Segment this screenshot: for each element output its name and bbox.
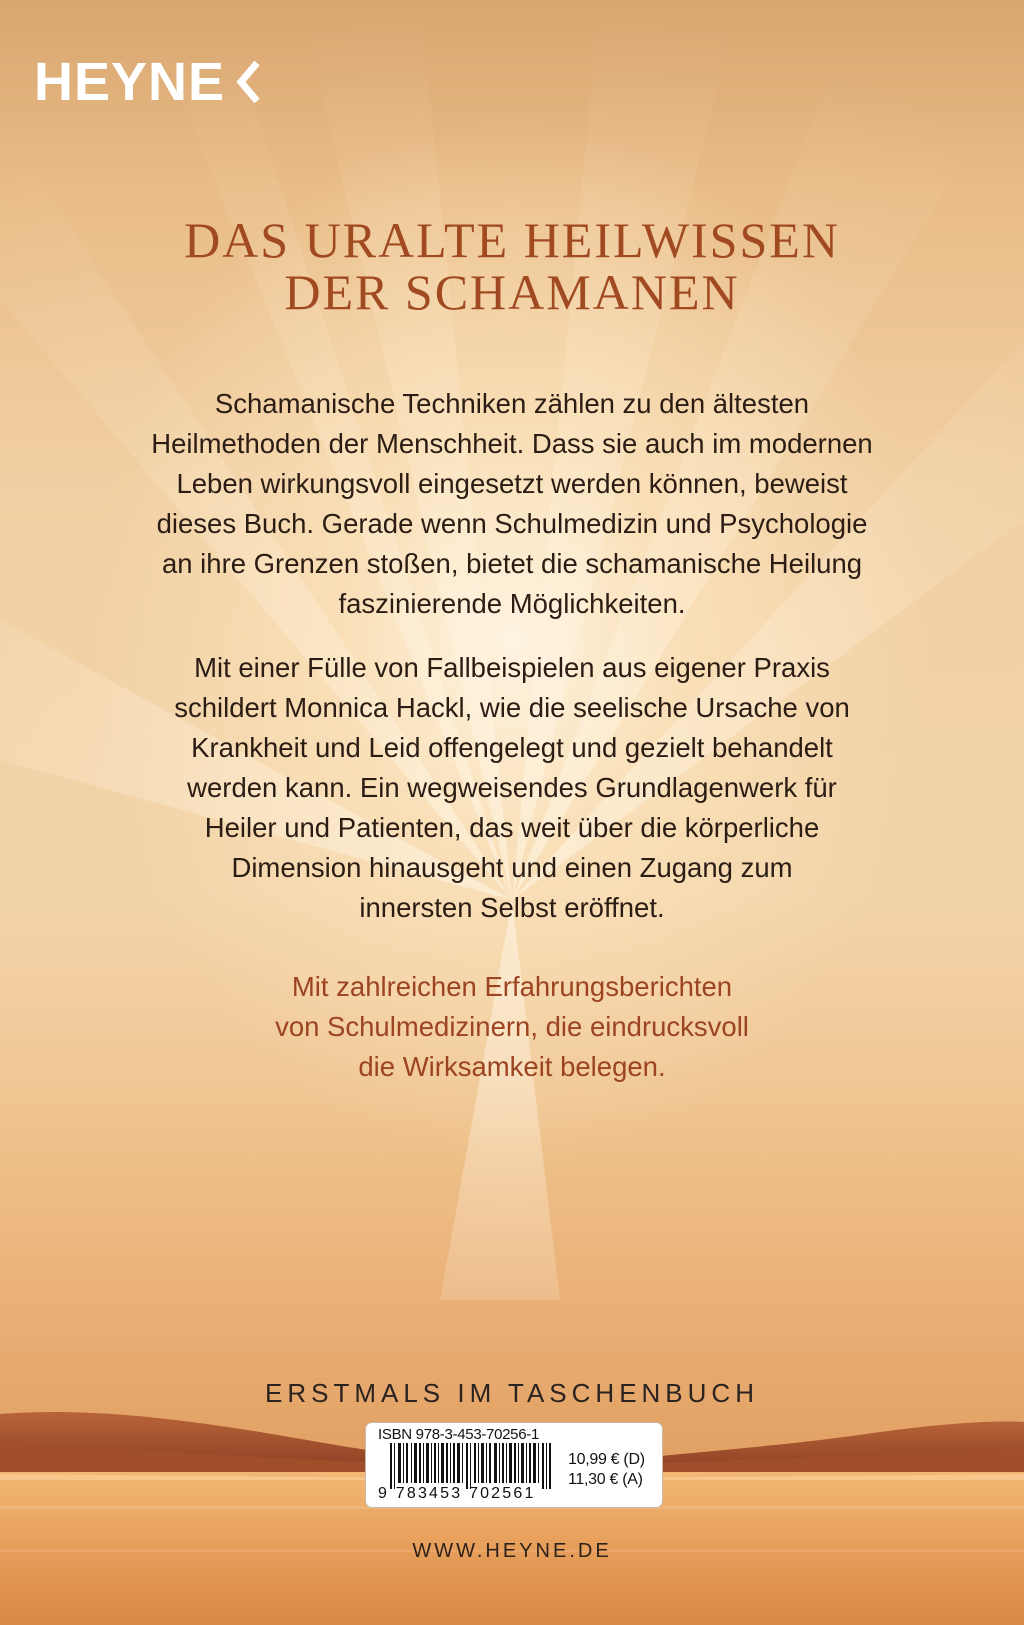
price-austria: 11,30 € (A) <box>568 1471 643 1488</box>
publisher-website: WWW.HEYNE.DE <box>412 1540 612 1562</box>
description-paragraph-2 <box>90 648 934 928</box>
headline <box>0 214 1024 318</box>
paragraph-line: Heiler und Patienten, das weit über die körperliche <box>204 812 820 843</box>
tagline: ERSTMALS IM TASCHENBUCH <box>265 1378 759 1408</box>
paragraph-line: dieses Buch. Gerade wenn Schulmedizin und Psychologie <box>156 508 868 539</box>
barcode-label <box>365 1422 663 1508</box>
paragraph-line: Schamanische Techniken zählen zu den ältesten <box>214 388 810 419</box>
paragraph-line: Dimension hinausgeht und einen Zugang zum <box>231 852 793 883</box>
publisher-logo <box>34 54 263 110</box>
paragraph-line: faszinierende Möglichkeiten. <box>338 588 686 619</box>
highlight-paragraph <box>90 967 934 1087</box>
highlight-line: die Wirksamkeit belegen. <box>358 1051 666 1082</box>
paragraph-line: werden kann. Ein wegweisendes Grundlagenwerk für <box>187 772 837 803</box>
headline-line-1: DAS URALTE HEILWISSEN <box>184 212 840 268</box>
chevron-left-icon <box>233 59 263 105</box>
paragraph-line: innersten Selbst eröffnet. <box>359 892 665 923</box>
paragraph-line: Leben wirkungsvoll eingesetzt werden können, beweist <box>176 468 848 499</box>
paragraph-line: an ihre Grenzen stoßen, bietet die schamanische Heilung <box>161 548 863 579</box>
paragraph-line: Mit einer Fülle von Fallbeispielen aus eigener Praxis <box>194 652 830 683</box>
highlight-line: Mit zahlreichen Erfahrungsberichten <box>291 971 733 1002</box>
paragraph-line: Heilmethoden der Menschheit. Dass sie auch im modernen <box>151 428 873 459</box>
paragraph-line: Krankheit und Leid offengelegt und gezielt behandelt <box>191 732 833 763</box>
paragraph-line: schildert Monnica Hackl, wie die seelische Ursache von <box>174 692 850 723</box>
publisher-logo-text: HEYNE <box>34 52 226 112</box>
description-paragraph-1 <box>90 384 934 624</box>
price-germany: 10,99 € (D) <box>568 1451 645 1468</box>
barcode-icon <box>390 1443 552 1489</box>
isbn-number: ISBN 978-3-453-70256-1 <box>378 1426 540 1443</box>
headline-line-2: DER SCHAMANEN <box>284 264 740 320</box>
highlight-line: von Schulmedizinern, die eindrucksvoll <box>275 1011 749 1042</box>
barcode-digits: 9 783453 702561 <box>378 1485 536 1502</box>
